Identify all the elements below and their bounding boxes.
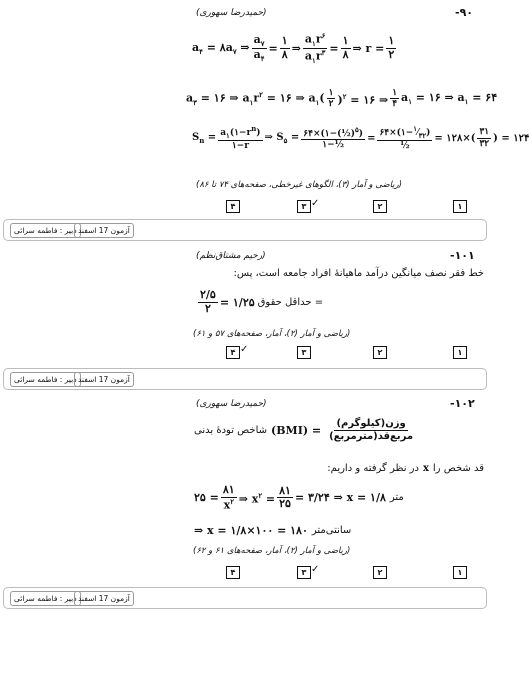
reference-note: (ریاضی و آمار (۳)، الگوهای غیرخطی، صفحه‌های ۷۴ تا ۸۶) — [196, 180, 403, 190]
statement-variable: x — [422, 463, 429, 474]
teacher-chip[interactable]: دبیر : فاطمه سرائی — [10, 591, 81, 606]
option-1: ۱ — [453, 566, 467, 579]
option-2: ۲ — [373, 566, 387, 579]
cm-equation: ⇒ x = ۱/۸×۱۰۰ = ۱۸۰ — [194, 524, 308, 537]
bmi-label: شاخص تودهٔ بدنی — [194, 424, 268, 436]
equation-line: ۲۵ = $\frac{۸۱}{x^۲}$ ⇒ $x^۲$ = $\frac{۸۱}{۲۵}$ = ۳/۲۴ ⇒ x = ۱/۸ متر — [194, 483, 404, 512]
footer-bar — [3, 587, 487, 609]
bmi-abbr: (BMI) = — [271, 423, 322, 437]
equation-line: $a_۳$ = ۱۶ ⇒ $a_۱r^۲$ = ۱۶ ⇒ $a_۱$( $\frac{۱}{۲}$ )$^۲$ = ۱۶ ⇒ $\frac{۱}{۴}$ $a_۱$ = ۱۶ ⇒ $a_۱$ = ۶۴ — [186, 88, 498, 110]
bmi-formula — [194, 418, 417, 442]
teacher-chip[interactable]: دبیر : فاطمه سرائی — [10, 372, 81, 387]
fraction-denominator: ۲ — [204, 301, 211, 315]
formula-label: = حداقل حقوق — [257, 296, 324, 308]
correct-check-icon: ✓ — [311, 198, 320, 209]
bmi-denominator: مربع‌قد(مترمربع) — [329, 430, 414, 442]
option-4: ۴ — [226, 346, 240, 359]
author-name: (حمیدرضا سهوری) — [196, 399, 267, 409]
option-1: ۱ — [453, 346, 467, 359]
exam-chip[interactable]: آزمون 17 اسفند — [74, 372, 134, 387]
reference-note: (ریاضی و آمار (۲)، آمار، صفحه‌های ۵۷ و ۶۱) — [193, 329, 351, 339]
option-3: ۳ — [297, 200, 311, 213]
correct-check-icon: ✓ — [311, 564, 320, 575]
option-2: ۲ — [373, 346, 387, 359]
bmi-numerator: وزن(کیلوگرم) — [336, 418, 406, 429]
question-statement: خط فقر نصف میانگین درآمد ماهیانهٔ افراد جامعه است، پس: — [233, 268, 484, 279]
author-name: (رحیم مشتاق‌نظم) — [196, 251, 266, 261]
result-value: = ۱/۲۵ — [219, 295, 255, 309]
question-statement — [327, 463, 484, 474]
reference-note: (ریاضی و آمار (۲)، آمار، صفحه‌های ۶۱ و ۶۲) — [193, 546, 351, 556]
question-number: -۱۰۱ — [450, 249, 475, 262]
statement-post: در نظر گرفته و داریم: — [327, 463, 419, 474]
option-3: ۳ — [297, 566, 311, 579]
unit-meter: متر — [389, 492, 404, 504]
equation-line: $a_۴$ = $۸a_۷$ ⇒ $\frac{a_۷}{a_۴}$ = $\frac{۱}{۸}$ ⇒ $\frac{a_۱r^۶}{a_۱r^۳}$ = $\frac{۱}{۸}$ ⇒ r = $\frac{۱}{۲}$ — [192, 31, 395, 65]
footer-bar — [3, 368, 487, 390]
fraction-numerator: ۲/۵ — [200, 288, 216, 301]
option-4: ۴ — [226, 566, 240, 579]
option-4: ۴ — [226, 200, 240, 213]
unit-cm: سانتی‌متر — [311, 525, 352, 536]
option-2: ۲ — [373, 200, 387, 213]
equation-line: $S_n$ = $\frac{a_۱(۱-r^n)}{۱-r}$ ⇒ $S_۵$ = $\frac{۶۴\times(۱-(\frac{1}{2})^۵)}{\text{۱−½}}$ = $\frac{۶۴\times(۱-^۱⁄_{۳۲})}{\text{½}}$ = ۱۲۸×( $\frac{۳۱}{۳۲}$ ) = ۱۲۴ — [192, 124, 529, 151]
statement-pre: قد شخص را — [432, 463, 484, 474]
footer-bar — [3, 219, 487, 241]
equation-line — [194, 524, 351, 537]
exam-chip[interactable]: آزمون 17 اسفند — [74, 591, 134, 606]
question-number: -۱۰۲ — [450, 397, 475, 410]
question-number: -۹۰ — [455, 6, 473, 19]
correct-check-icon: ✓ — [240, 344, 249, 355]
author-name: (حمیدرضا سهوری) — [196, 8, 267, 18]
equation-line — [196, 289, 323, 315]
option-1: ۱ — [453, 200, 467, 213]
exam-chip[interactable]: آزمون 17 اسفند — [74, 223, 134, 238]
teacher-chip[interactable]: دبیر : فاطمه سرائی — [10, 223, 81, 238]
option-3: ۳ — [297, 346, 311, 359]
